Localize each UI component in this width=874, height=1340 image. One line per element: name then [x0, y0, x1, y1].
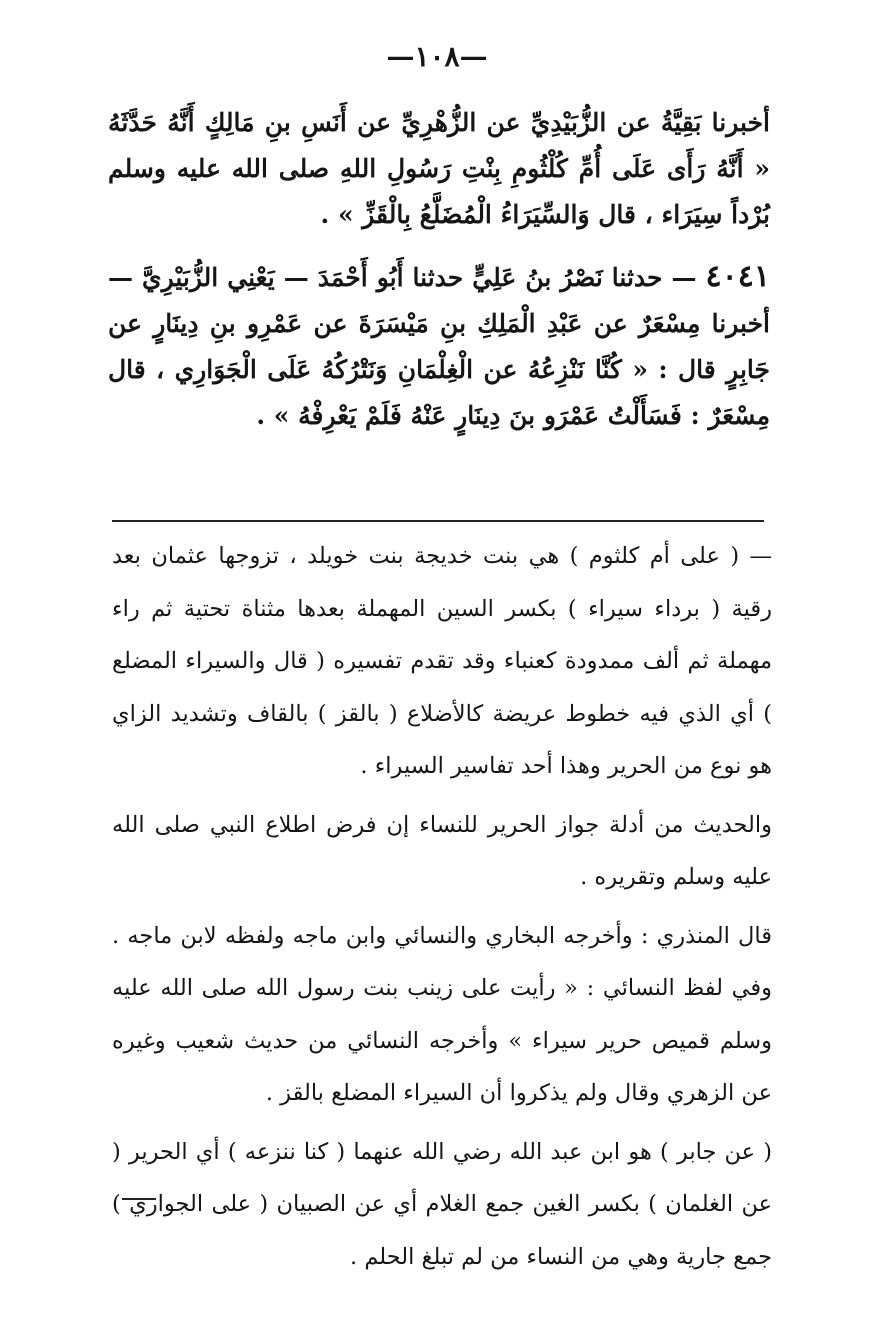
hadith-paragraph-2 [108, 254, 770, 439]
commentary-paragraph-3: قال المنذري : وأخرجه البخاري والنسائي وابن ماجه ولفظه لابن ماجه . وفي لفظ النسائي : « رأيت على زينب بنت رسول الله صلى الله عليه وسلم قميص حرير سيراء » وأخرجه النسائي من حديث شعيب وغيره عن الزهري وقال ولم يذكروا أن السيراء المضلع بالقز . [112, 922, 772, 1106]
hadith-paragraph-1: أخبرنا بَقِيَّةُ عن الزُّبَيْدِيِّ عن الزُّهْرِيِّ عن أَنَسِ بنِ مَالِكٍ أَنَّهُ حَدَّثَهُ « أَنَّهُ رَأَى عَلَى أُمِّ كُلْثُومِ بِنْتِ رَسُولِ اللهِ صلى الله عليه وسلم بُرْداً سِيَرَاء ، قال وَالسِّيَرَاءُ الْمُضَلَّعُ بِالْقَزِّ » . [108, 108, 770, 229]
commentary-paragraph-4: ( عن جابر ) هو ابن عبد الله رضي الله عنهما ( كنا ننزعه ) أي الحرير ( عن الغلمان ) بكسر الغين جمع الغلام أي عن الصبيان ( على الجواري ) جمع جارية وهي من النساء من لم تبلغ الحلم . [112, 1138, 772, 1270]
footnote-divider [112, 520, 764, 522]
page-number: —١٠٨— [386, 40, 488, 73]
hadith-number: ٤٠٤١ [705, 259, 770, 294]
commentary-paragraph-1: — ( على أم كلثوم ) هي بنت خديجة بنت خويلد ، تزوجها عثمان بعد رقية ( برداء سيراء ) بكسر السين المهملة بعدها مثناة تحتية ثم راء مهملة ثم ألف ممدودة كعنباء وقد تقدم تفسيره ( قال والسيراء المضلع ) أي الذي فيه خطوط عريضة كالأضلاع ( بالقز ) بالقاف وتشديد الزاي هو نوع من الحرير وهذا أحد تفاسير السيراء . [112, 543, 772, 779]
continuation-dash [122, 1198, 156, 1200]
hadith-text [108, 100, 770, 455]
hadith-body: — حدثنا نَصْرُ بنُ عَلِيٍّ حدثنا أَبُو أَحْمَدَ — يَعْنِي الزُّبَيْرِيَّ — أخبرنا مِسْعَرٌ عن عَبْدِ الْمَلِكِ بنِ مَيْسَرَةَ عن عَمْرِو بنِ دِينَارٍ عن جَابِرٍ قال : « كُنَّا نَنْزِعُهُ عن الْغِلْمَانِ وَنَتْرُكُهُ عَلَى الْجَوَارِي ، قال مِسْعَرٌ : فَسَأَلْتُ عَمْرَو بنَ دِينَارٍ عَنْهُ فَلَمْ يَعْرِفْهُ » . [108, 263, 770, 430]
commentary-text [112, 530, 772, 1289]
commentary-paragraph-2: والحديث من أدلة جواز الحرير للنساء إن فرض اطلاع النبي صلى الله عليه وسلم وتقريره . [112, 811, 772, 890]
